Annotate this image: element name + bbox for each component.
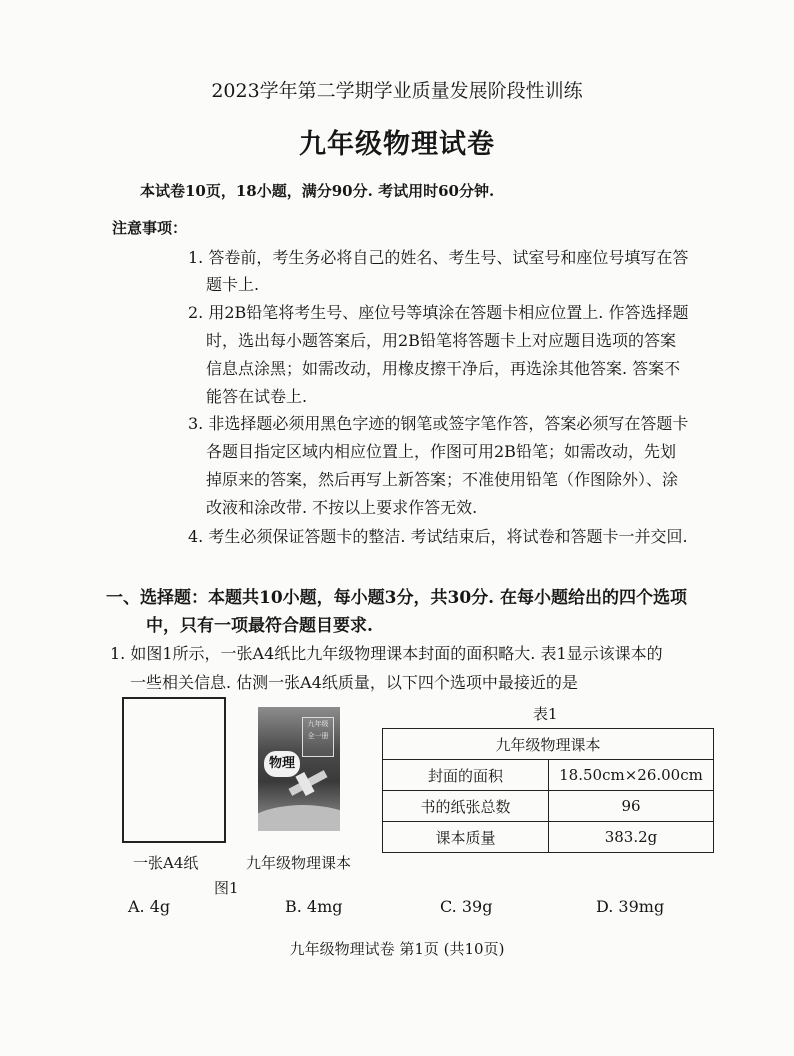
textbook-caption: 九年级物理课本 <box>246 854 352 872</box>
notice-item-2-line-2: 时，选出每小题答案后，用2B铅笔将答题卡上对应题目选项的答案 <box>206 331 676 350</box>
table-cell-label: 课本质量 <box>383 822 549 853</box>
table-row <box>383 822 714 853</box>
table-header-row <box>383 729 714 760</box>
table-1-label: 表1 <box>533 705 558 723</box>
figure-1-label: 图1 <box>214 879 239 897</box>
notice-item-2-line-1: 2. 用2B铅笔将考生号、座位号等填涂在答题卡相应位置上. 作答选择题 <box>188 303 689 322</box>
table-row <box>383 791 714 822</box>
option-d: D. 39mg <box>596 897 665 916</box>
notice-item-4-line-1: 4. 考生必须保证答题卡的整洁. 考试结束后，将试卷和答题卡一并交回. <box>188 527 688 546</box>
earth-illustration <box>258 805 340 831</box>
book-grade-label: 九年级 全一册 <box>302 717 334 757</box>
notice-item-1-line-1: 1. 答卷前，考生务必将自己的姓名、考生号、试室号和座位号填写在答 <box>188 248 689 267</box>
term-line: 2023学年第二学期学业质量发展阶段性训练 <box>211 80 583 102</box>
table-cell-value: 96 <box>549 791 714 822</box>
page-title: 九年级物理试卷 <box>299 129 495 160</box>
notice-item-2-line-4: 能答在试卷上. <box>206 387 308 406</box>
notice-item-3-line-2: 各题目指定区域内相应位置上，作图可用2B铅笔；如需改动，先划 <box>206 442 676 461</box>
exam-info-line: 本试卷10页，18小题，满分90分. 考试用时60分钟. <box>140 182 495 200</box>
question-1-line-2: 一些相关信息. 估测一张A4纸质量，以下四个选项中最接近的是 <box>130 673 578 692</box>
textbook-cover-image <box>258 707 340 831</box>
option-c: C. 39g <box>440 897 493 916</box>
notice-item-2-line-3: 信息点涂黑；如需改动，用橡皮擦干净后，再选涂其他答案. 答案不 <box>206 359 681 378</box>
table-header-cell: 九年级物理课本 <box>383 729 714 760</box>
notice-item-3-line-1: 3. 非选择题必须用黑色字迹的钢笔或签字笔作答，答案必须写在答题卡 <box>188 414 689 433</box>
option-b: B. 4mg <box>285 897 343 916</box>
table-cell-label: 书的纸张总数 <box>383 791 549 822</box>
notice-item-1-line-2: 题卡上. <box>206 275 260 294</box>
table-cell-value: 383.2g <box>549 822 714 853</box>
a4-paper-caption: 一张A4纸 <box>133 854 199 872</box>
notice-item-3-line-3: 掉原来的答案，然后再写上新答案；不准使用铅笔（作图除外）、涂 <box>206 470 679 489</box>
table-row <box>383 760 714 791</box>
table-cell-value: 18.50cm×26.00cm <box>549 760 714 791</box>
section-1-title-line-2: 中，只有一项最符合题目要求. <box>146 616 373 636</box>
book-title-label: 物理 <box>264 751 300 777</box>
option-a: A. 4g <box>128 897 171 916</box>
notice-title: 注意事项： <box>112 219 188 237</box>
notice-item-3-line-4: 改液和涂改带. 不按以上要求作答无效. <box>206 498 478 517</box>
a4-paper-figure <box>122 697 226 843</box>
table-cell-label: 封面的面积 <box>383 760 549 791</box>
question-1-line-1: 1. 如图1所示，一张A4纸比九年级物理课本封面的面积略大. 表1显示该课本的 <box>110 644 663 663</box>
section-1-title-line-1: 一、选择题：本题共10小题，每小题3分，共30分. 在每小题给出的四个选项 <box>106 588 687 608</box>
textbook-info-table <box>382 728 714 853</box>
page-footer: 九年级物理试卷 第1页 (共10页) <box>289 940 505 958</box>
